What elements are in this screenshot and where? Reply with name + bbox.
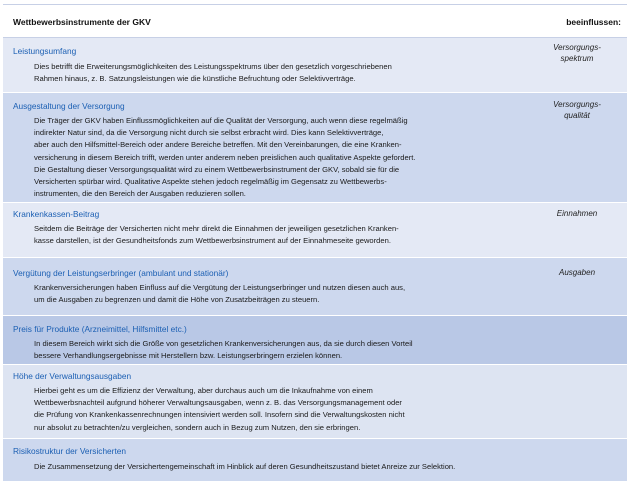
table-row [3,93,627,203]
table-row [3,365,627,439]
effect-line: Versorgungs- [553,100,601,109]
row-heading: Ausgestaltung der Versorgung [13,101,125,111]
column-header-influence: beeinflussen: [566,17,621,27]
row-heading: Risikostruktur der Versicherten [13,446,126,456]
text-line: um die Ausgaben zu begrenzen und damit die Höhe von Zusatzbeiträgen zu steuern. [34,295,320,305]
row-text [34,461,604,473]
table-row [3,258,627,316]
text-line: Krankenversicherungen haben Einfluss auf die Vergütung der Leistungserbringer und nutzen diesen auch aus, [34,283,406,292]
row-effect [537,208,617,219]
row-text [34,338,554,362]
text-line: Hierbei geht es um die Effizienz der Verwaltung, aber durchaus auch um die Inkaufnahme von einem [34,386,373,395]
table-row [3,38,627,93]
text-line: Die Träger der GKV haben Einflussmöglichkeiten auf die Qualität der Versorgung, auch wenn diese regelmäßig [34,116,408,125]
table-row [3,203,627,258]
text-line: instrumenten, die den Bereich der Ausgaben reduzieren sollen. [34,189,246,199]
effect-line: spektrum [560,54,594,63]
text-line: die Prüfung von Krankenkassenrechnungen intensiviert werden soll. Insofern sind die Verwaltungskosten nicht [34,410,405,420]
row-effect [537,42,617,64]
table-row [3,316,627,365]
text-line: Seitdem die Beiträge der Versicherten nicht mehr direkt die Einnahmen der jeweiligen gesetzlichen Kranken- [34,224,399,233]
row-effect [537,267,617,278]
competition-instruments-table [3,4,627,486]
text-line: In diesem Bereich wirkt sich die Größe von gesetzlichen Krankenversicherungen aus, da sie durch diesen Vorteil [34,339,413,348]
row-text [34,282,554,306]
table-title: Wettbewerbsinstrumente der GKV [13,17,151,27]
text-line: aber auch den Hilfsmittel-Bereich oder andere Bereiche betreffen. Mit den Vereinbarungen, die eine Kranken- [34,140,402,150]
text-line: bessere Verhandlungsergebnisse mit Herstellern bzw. Leistungserbringern erzielen können. [34,351,343,361]
text-line: Die Zusammensetzung der Versichertengemeinschaft im Hinblick auf deren Gesundheitszustand bietet Anreize zur Selektion. [34,462,456,471]
text-line: kasse darstellen, ist der Gesundheitsfonds zum Wettbewerbsinstrument auf der Einnahmeseite geworden. [34,236,391,246]
row-heading: Vergütung der Leistungserbringer (ambulant und stationär) [13,268,229,278]
row-text [34,61,554,85]
text-line: versicherung in diesem Bereich trifft, werden unter anderem neben preislichen auch qualitative Aspekte gefordert. [34,152,416,162]
row-effect [537,99,617,121]
table-header [3,5,627,38]
text-line: Versicherten spürbar wird. Qualitative Aspekte stehen jedoch regelmäßig im Gegensatz zu Wettbewerbs- [34,177,387,187]
effect-line: Einnahmen [556,209,598,218]
table-row [3,439,627,482]
row-heading: Leistungsumfang [13,46,77,56]
text-line: Die Gestaltung dieser Versorgungsqualität wird zu einem Wettbewerbsinstrument der GKV, sobald sie für die [34,164,400,174]
text-line: nur absolut zu betrachten/zu vergleichen, sondern auch in Bezug zum Nutzen, den sie erbringen. [34,422,361,432]
text-line: Rahmen hinaus, z. B. Satzungsleistungen wie die künstliche Befruchtung oder Selektivverträge. [34,74,356,84]
row-heading: Preis für Produkte (Arzneimittel, Hilfsmittel etc.) [13,324,187,334]
row-text [34,115,554,200]
row-text [34,223,554,247]
text-line: Wettbewerbsnachteil aufgrund höherer Verwaltungsausgaben, wenn z. B. das Versorgungsmanagement oder [34,398,402,408]
effect-line: Ausgaben [558,268,596,277]
row-heading: Krankenkassen-Beitrag [13,209,100,219]
effect-line: qualität [564,111,590,120]
row-text [34,385,554,434]
row-heading: Höhe der Verwaltungsausgaben [13,371,132,381]
text-line: indirekter Natur sind, da die Versorgung nicht durch sie selbst erbracht wird. Dies kann Selektivverträge, [34,128,384,138]
effect-line: Versorgungs- [553,43,601,52]
text-line: Dies betrifft die Erweiterungsmöglichkeiten des Leistungsspektrums über den gesetzlich vorgeschriebenen [34,62,392,71]
